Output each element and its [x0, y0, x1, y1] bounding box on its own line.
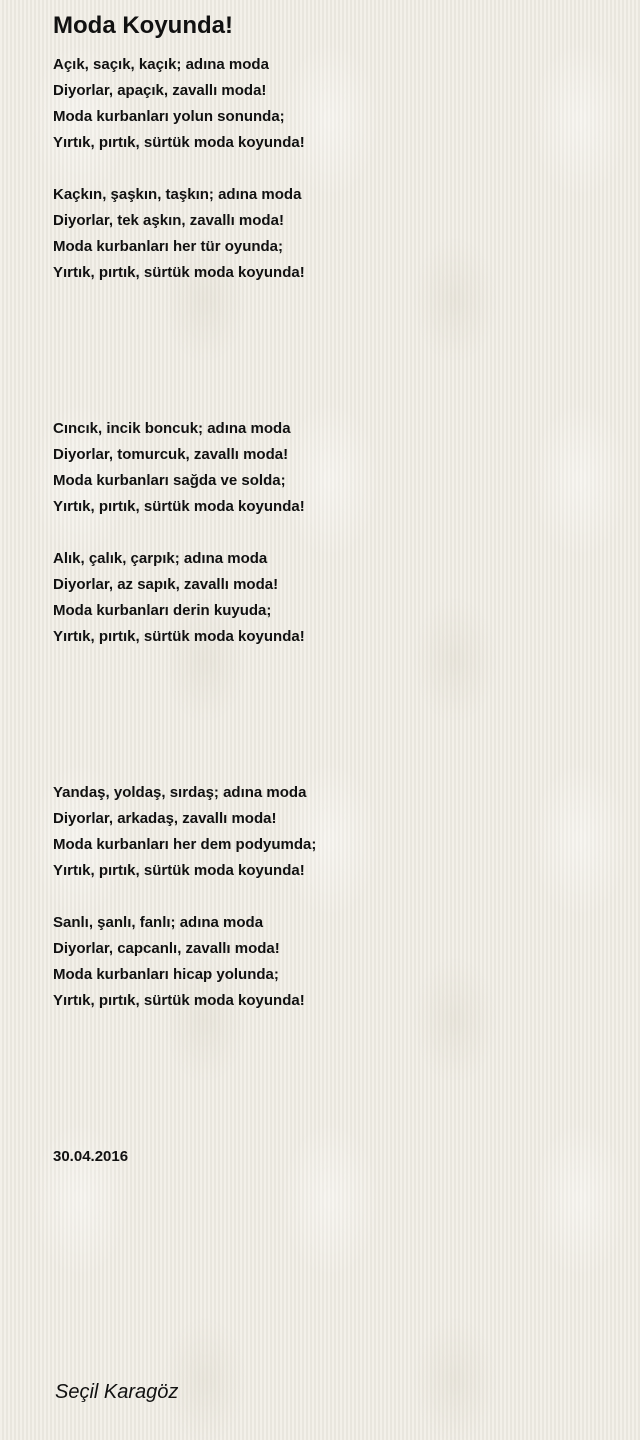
poem-line: Sanlı, şanlı, fanlı; adına moda	[53, 914, 264, 931]
poem-line: Yırtık, pırtık, sürtük moda koyunda!	[53, 628, 305, 645]
poem	[53, 10, 613, 1170]
section-spacer	[53, 1014, 613, 1144]
poem-line: Yırtık, pırtık, sürtük moda koyunda!	[53, 264, 305, 281]
poem-line: Moda kurbanları her dem podyumda;	[53, 836, 317, 853]
poem-line: Yırtık, pırtık, sürtük moda koyunda!	[53, 992, 305, 1009]
poem-line: Diyorlar, tomurcuk, zavallı moda!	[53, 446, 289, 463]
poem-line: Moda kurbanları her tür oyunda;	[53, 238, 284, 255]
poem-title: Moda Koyunda!	[53, 12, 233, 39]
section-spacer	[53, 650, 613, 780]
poem-line: Diyorlar, az sapık, zavallı moda!	[53, 576, 279, 593]
stanza-spacer	[53, 156, 613, 182]
stanza-3	[53, 416, 613, 520]
stanza-6	[53, 910, 613, 1014]
stanza-5	[53, 780, 613, 884]
poem-line: Cıncık, incik boncuk; adına moda	[53, 420, 291, 437]
poem-author: Seçil Karagöz	[55, 1381, 179, 1403]
poem-line: Moda kurbanları hicap yolunda;	[53, 966, 279, 983]
poem-line: Moda kurbanları yolun sonunda;	[53, 108, 285, 125]
section-spacer	[53, 286, 613, 416]
poem-line: Diyorlar, tek aşkın, zavallı moda!	[53, 212, 284, 229]
stanza-spacer	[53, 884, 613, 910]
poem-line: Diyorlar, apaçık, zavallı moda!	[53, 82, 267, 99]
poem-line: Moda kurbanları derin kuyuda;	[53, 602, 272, 619]
poem-line: Diyorlar, capcanlı, zavallı moda!	[53, 940, 280, 957]
poem-date: 30.04.2016	[53, 1148, 129, 1165]
stanza-2	[53, 182, 613, 286]
stanza-spacer	[53, 520, 613, 546]
stanza-1	[53, 52, 613, 156]
stanza-4	[53, 546, 613, 650]
poem-line: Yandaş, yoldaş, sırdaş; adına moda	[53, 784, 307, 801]
poem-line: Moda kurbanları sağda ve solda;	[53, 472, 286, 489]
poem-line: Diyorlar, arkadaş, zavallı moda!	[53, 810, 277, 827]
poem-line: Yırtık, pırtık, sürtük moda koyunda!	[53, 862, 305, 879]
poem-line: Yırtık, pırtık, sürtük moda koyunda!	[53, 134, 305, 151]
poem-line: Kaçkın, şaşkın, taşkın; adına moda	[53, 186, 302, 203]
poem-line: Alık, çalık, çarpık; adına moda	[53, 550, 268, 567]
poem-line: Yırtık, pırtık, sürtük moda koyunda!	[53, 498, 305, 515]
poem-line: Açık, saçık, kaçık; adına moda	[53, 56, 269, 73]
